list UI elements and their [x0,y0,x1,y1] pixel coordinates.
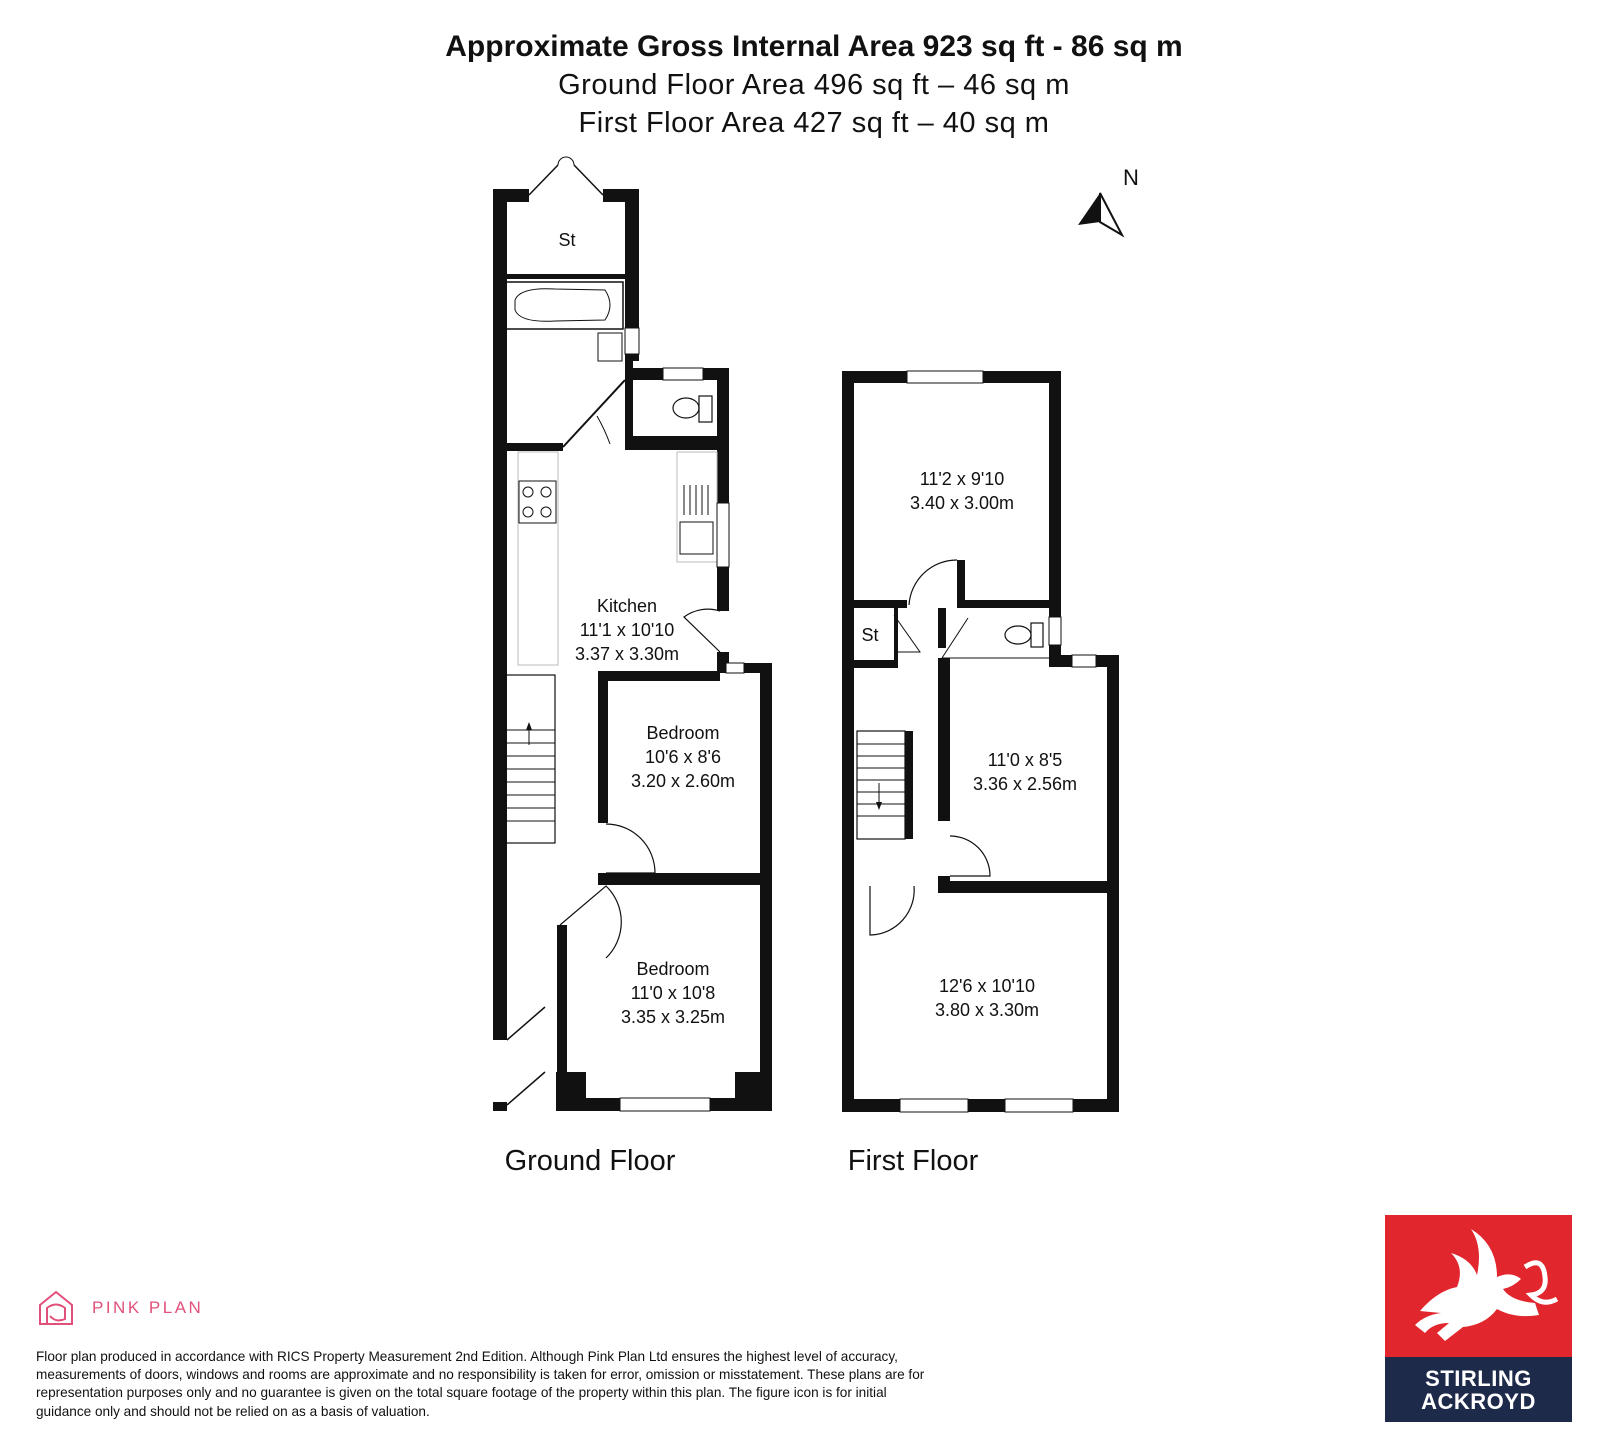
first-floor-label: First Floor [847,1145,979,1177]
bedroom-middle-name: Bedroom [646,723,720,743]
agent-name-line2: ACKROYD [1421,1389,1536,1414]
kitchen-imperial: 11'1 x 10'10 [579,620,675,640]
pink-plan-house-icon [36,1288,76,1328]
bedroom-front-imperial: 11'0 x 10'8 [630,983,716,1003]
kitchen-name: Kitchen [596,596,658,616]
first-rear-imperial: 11'2 x 9'10 [919,469,1005,489]
first-rear-metric: 3.40 x 3.00m [909,493,1015,513]
pink-plan-name: PINK PLAN [92,1298,204,1317]
first-store-label: St [861,625,879,645]
bedroom-middle-metric: 3.20 x 2.60m [630,771,736,791]
first-front-imperial: 12'6 x 10'10 [939,976,1035,996]
bedroom-front-name: Bedroom [636,959,710,979]
disclaimer-text: Floor plan produced in accordance with RICS Property Measurement 2nd Edition. Although Pink Plan Ltd ensures the highest level of accuracy, measurements of doors, windows and rooms are approximate and no responsibility is taken for error, omission or misstatement. These plans are for representation purposes only and no guarantee is given on the total square footage of the property within this plan. The figure icon is for initial guidance only and should not be relied on as a basis of valuation. [36,1349,925,1419]
agent-name-banner [1385,1357,1572,1422]
ground-floor-label: Ground Floor [504,1145,676,1177]
first-front-metric: 3.80 x 3.30m [934,1000,1040,1020]
griffin-icon [1385,1215,1572,1357]
agent-name-line1: STIRLING [1425,1366,1532,1391]
first-middle-imperial: 11'0 x 8'5 [987,750,1063,770]
stirling-ackroyd-logo [1385,1215,1572,1422]
first-middle-metric: 3.36 x 2.56m [972,774,1078,794]
north-label: N [1123,165,1139,190]
first-floor-area: First Floor Area 427 sq ft – 40 sq m [578,107,1050,139]
gross-area-title: Approximate Gross Internal Area 923 sq ft - 86 sq m [445,30,1183,63]
north-compass-icon [1078,165,1139,235]
first-floor-plan [842,371,1119,1112]
bedroom-front-metric: 3.35 x 3.25m [620,1007,726,1027]
bedroom-middle-imperial: 10'6 x 8'6 [645,747,721,767]
griffin-emblem [1385,1215,1572,1357]
pink-plan-logo [36,1288,203,1328]
ground-floor-plan [493,157,772,1111]
kitchen-metric: 3.37 x 3.30m [574,644,680,664]
ground-store-label: St [558,230,576,250]
ground-floor-area: Ground Floor Area 496 sq ft – 46 sq m [558,69,1070,101]
